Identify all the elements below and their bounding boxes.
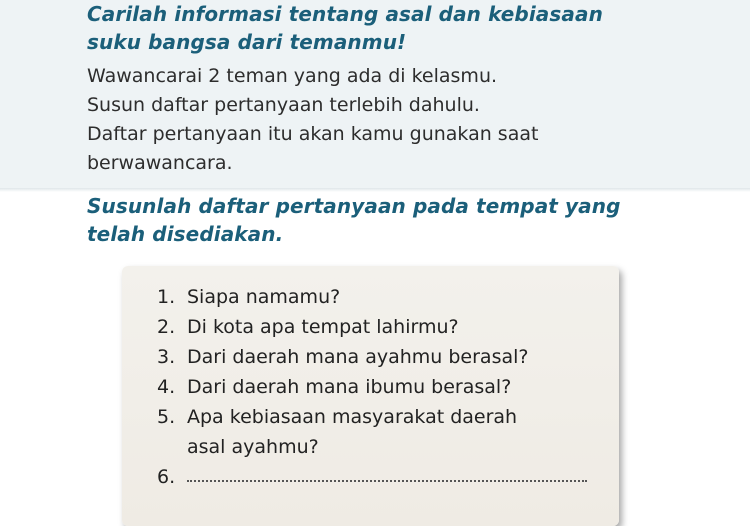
question-number: 4. bbox=[157, 376, 176, 398]
instruction-body-line: Susun daftar pertanyaan terlebih dahulu. bbox=[87, 94, 480, 116]
question-number: 6. bbox=[157, 466, 176, 488]
question-number: 3. bbox=[157, 346, 176, 368]
question-item bbox=[157, 312, 587, 342]
question-text-line: Dari daerah mana ibumu berasal? bbox=[187, 376, 512, 398]
question-number: 5. bbox=[157, 406, 176, 428]
question-text bbox=[187, 342, 528, 372]
question-text bbox=[187, 282, 340, 312]
question-item bbox=[157, 372, 587, 402]
question-text bbox=[187, 372, 511, 402]
instruction-body-line: Wawancarai 2 teman yang ada di kelasmu. bbox=[87, 65, 498, 87]
task-heading-line: Susunlah daftar pertanyaan pada tempat yang bbox=[87, 194, 621, 218]
question-text bbox=[187, 402, 517, 462]
question-list bbox=[157, 282, 587, 492]
question-text-line: Di kota apa tempat lahirmu? bbox=[187, 316, 459, 338]
answer-blank-line[interactable] bbox=[187, 462, 587, 482]
question-text-line: Apa kebiasaan masyarakat daerah bbox=[187, 406, 518, 428]
task-heading-line: telah disediakan. bbox=[87, 222, 284, 246]
question-item bbox=[157, 342, 587, 372]
instruction-heading-line: Carilah informasi tentang asal dan kebiasaan bbox=[87, 2, 603, 26]
question-text-line: Siapa namamu? bbox=[187, 286, 341, 308]
question-text bbox=[187, 312, 459, 342]
instruction-body-line: Daftar pertanyaan itu akan kamu gunakan saat bbox=[87, 123, 539, 145]
task-heading bbox=[87, 192, 621, 248]
instruction-body bbox=[87, 62, 538, 178]
question-item bbox=[157, 402, 587, 462]
question-item bbox=[157, 282, 587, 312]
question-number: 2. bbox=[157, 316, 176, 338]
question-number: 1. bbox=[157, 286, 176, 308]
question-text-line: Dari daerah mana ayahmu berasal? bbox=[187, 346, 529, 368]
instruction-body-line: berwawancara. bbox=[87, 152, 233, 174]
question-item-blank bbox=[157, 462, 587, 492]
instruction-heading bbox=[87, 0, 603, 56]
question-card bbox=[122, 266, 619, 526]
question-text-line: asal ayahmu? bbox=[187, 436, 319, 458]
instruction-heading-line: suku bangsa dari temanmu! bbox=[87, 30, 407, 54]
